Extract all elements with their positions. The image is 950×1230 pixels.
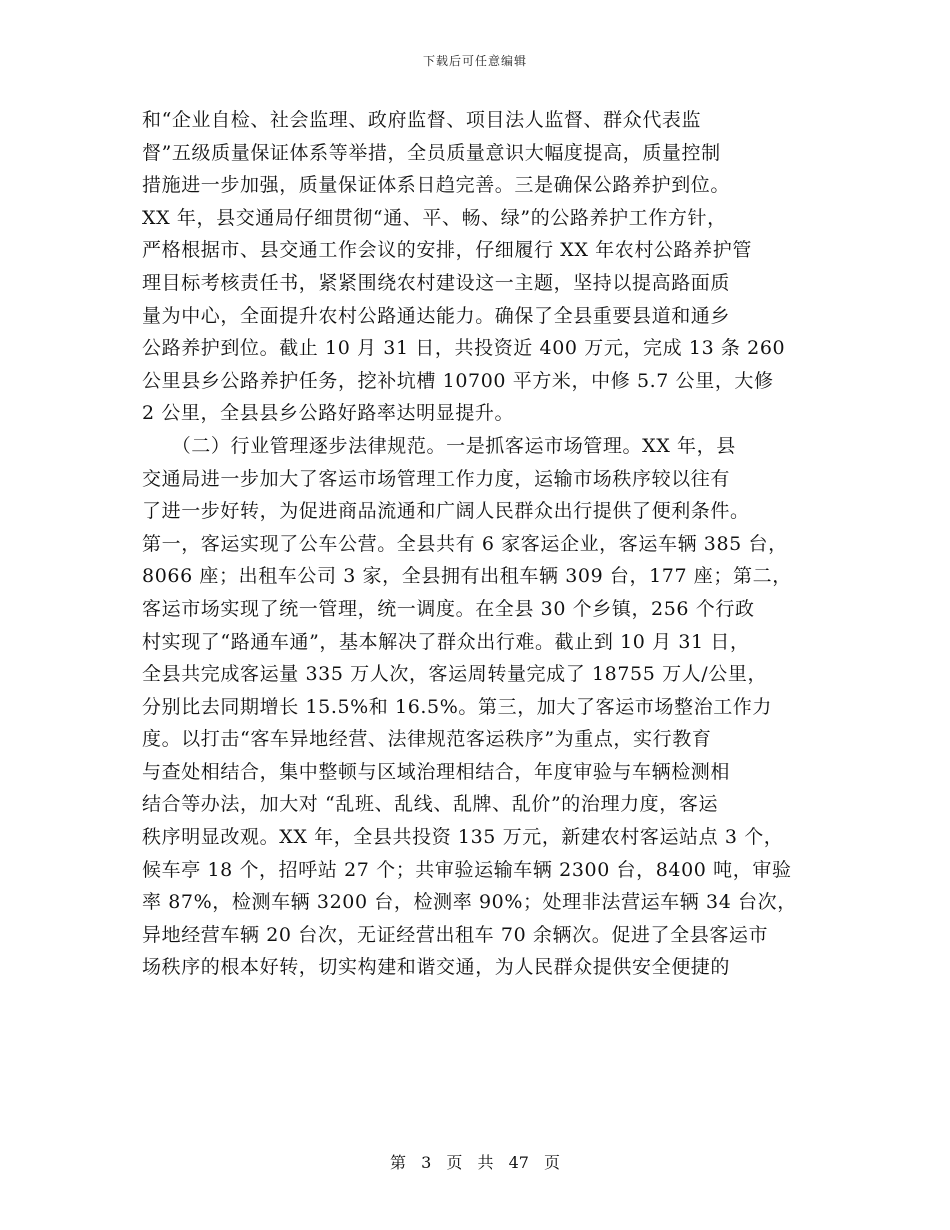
text-line: 客运市场实现了统一管理，统一调度。在全县 30 个乡镇，256 个行政 [142,597,755,620]
text-line: 与查处相结合，集中整顿与区域治理相结合，年度审验与车辆检测相 [142,760,731,783]
current-page-number: 3 [421,1153,432,1172]
total-page-count: 47 [508,1153,529,1172]
footer-ye: 页 [446,1153,463,1172]
text-line: 督”五级质量保证体系等举措，全员质量意识大幅度提高，质量控制 [142,141,721,164]
text-line: 结合等办法，加大对 “乱班、乱线、乱牌、乱价”的治理力度，客运 [142,793,719,816]
text-line: 全县共完成客运量 335 万人次，客运周转量完成了 18755 万人/公里， [142,663,768,686]
text-line: 异地经营车辆 20 台次，无证经营出租车 70 余辆次。促进了全县客运市 [142,923,769,946]
text-line: 和“企业自检、社会监理、政府监督、项目法人监督、群众代表监 [142,109,702,131]
text-line: 村实现了“路通车通”，基本解决了群众出行难。截止到 10 月 31 日， [142,630,750,653]
text-line: 2 公里，全县县乡公路好路率达明显提升。 [142,402,515,425]
text-line: XX 年，县交通局仔细贯彻“通、平、畅、绿”的公路养护工作方针， [142,206,727,229]
page-header: 下载后可任意编辑 [422,54,527,68]
text-line: 第一，客运实现了公车公营。全县共有 6 家客运企业，客运车辆 385 台， [142,532,788,555]
text-line: 公路养护到位。截止 10 月 31 日，共投资近 400 万元，完成 13 条 260 [142,337,786,360]
text-line: 量为中心，全面提升农村公路通达能力。确保了全县重要县道和通乡 [142,304,731,327]
text-line: 度。以打击“客车异地经营、法律规范客运秩序”为重点，实行教育 [142,728,712,751]
text-line: 8066 座；出租车公司 3 家，全县拥有出租车辆 309 台，177 座；第二， [142,565,792,588]
text-line: 分别比去同期增长 15.5%和 16.5%。第三，加大了客运市场整治工作力 [142,695,772,718]
footer-gong: 共 [477,1153,494,1172]
text-line: 严格根据市、县交通工作会议的安排，仔细履行 XX 年农村公路养护管 [142,239,752,262]
text-line: （二）行业管理逐步法律规范。一是抓客运市场管理。XX 年，县 [142,434,736,457]
footer-di: 第 [389,1153,406,1172]
text-line: 理目标考核责任书，紧紧围绕农村建设这一主题，坚持以提高路面质 [142,271,731,294]
text-line: 场秩序的根本好转，切实构建和谐交通，为人民群众提供安全便捷的 [142,956,731,979]
document-body [142,104,832,984]
text-line: 公里县乡公路养护任务，挖补坑槽 10700 平方米，中修 5.7 公里，大修 [142,369,774,392]
text-line: 率 87%，检测车辆 3200 台，检测率 90%；处理非法营运车辆 34 台次， [142,891,797,914]
text-line: 交通局进一步加大了客运市场管理工作力度，运输市场秩序较以往有 [142,467,731,490]
footer-ye: 页 [544,1153,561,1172]
text-line: 措施进一步加强，质量保证体系日趋完善。三是确保公路养护到位。 [142,174,731,197]
text-line: 候车亭 18 个，招呼站 27 个；共审验运输车辆 2300 台，8400 吨，审验 [142,858,792,881]
page-footer [0,1150,950,1173]
text-line: 秩序明显改观。XX 年，全县共投资 135 万元，新建农村客运站点 3 个， [142,826,784,849]
text-line: 了进一步好转，为促进商品流通和广阔人民群众出行提供了便利条件。 [142,500,750,523]
